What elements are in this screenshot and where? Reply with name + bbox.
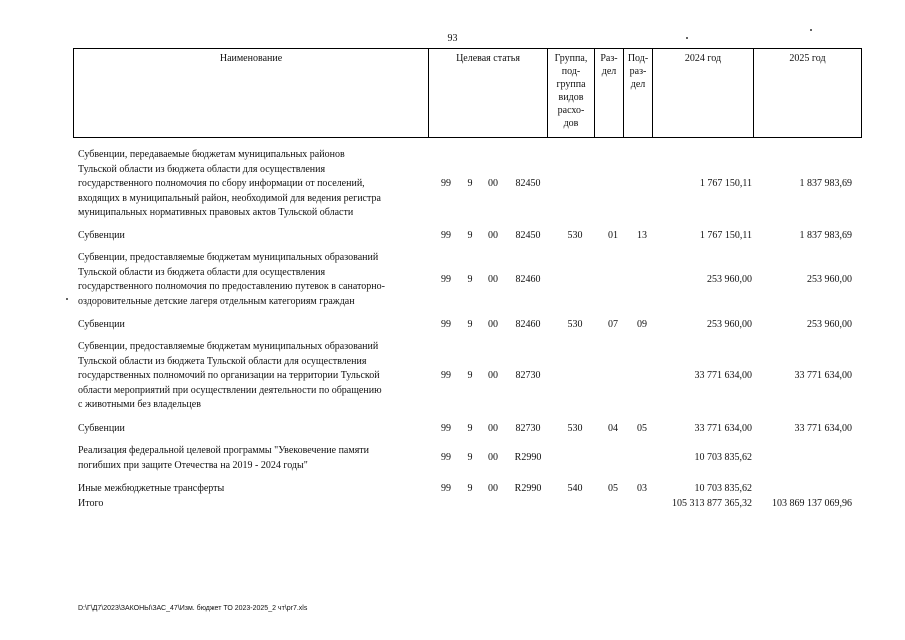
subsection-code: 03 bbox=[637, 483, 647, 494]
row-name: Субвенции bbox=[78, 423, 125, 434]
scan-speck bbox=[66, 298, 68, 300]
code-part-3: 00 bbox=[488, 483, 498, 494]
row-name: Реализация федеральной целевой программы "Увековечение памяти погибших при защите Отечества на 2019 - 2024 годы" bbox=[78, 445, 370, 471]
code-part-3: 00 bbox=[488, 423, 498, 434]
header-subsection: Под- раз- дел bbox=[627, 53, 649, 90]
header-2025: 2025 год bbox=[789, 53, 826, 64]
code-part-1: 99 bbox=[441, 319, 451, 330]
code-part-1: 99 bbox=[441, 452, 451, 464]
code-part-4: 82730 bbox=[515, 370, 541, 381]
group-code: 530 bbox=[567, 423, 583, 434]
group-code: 530 bbox=[567, 319, 583, 330]
amount-2025: 33 771 634,00 bbox=[794, 370, 852, 381]
code-part-4: 82460 bbox=[515, 319, 541, 330]
total-label: Итого bbox=[78, 498, 104, 509]
row-name: Субвенции bbox=[78, 319, 125, 330]
header-group: Группа, под- группа видов расхо- дов bbox=[554, 53, 588, 129]
header-name: Наименование bbox=[219, 53, 283, 64]
code-part-2: 9 bbox=[467, 319, 473, 330]
amount-2025: 33 771 634,00 bbox=[794, 423, 852, 434]
code-part-2: 9 bbox=[467, 452, 473, 464]
row-name: Субвенции, предоставляемые бюджетам муниципальных образований Тульской области из бюджета Тульской области для осуществления государственных полномочий по организации на территории Тульской области мероприятий при осуществлении деятельности по обращению с животными без владельцев bbox=[78, 341, 382, 410]
amount-2025: 253 960,00 bbox=[807, 319, 852, 330]
code-part-1: 99 bbox=[441, 423, 451, 434]
amount-2024: 10 703 835,62 bbox=[694, 452, 752, 464]
amount-2024: 1 767 150,11 bbox=[699, 230, 752, 241]
row-name: Субвенции, передаваемые бюджетам муниципальных районов Тульской области из бюджета области для осуществления государственного полномочия по сбору информации от поселений, входящих в муниципальный район, необходимой для ведения регистра муниципальных нормативных правовых актов Тульской области bbox=[78, 149, 381, 218]
amount-2025: 1 837 983,69 bbox=[799, 230, 852, 241]
subsection-code: 09 bbox=[637, 319, 647, 330]
code-part-3: 00 bbox=[488, 370, 498, 381]
amount-2024: 33 771 634,00 bbox=[694, 370, 752, 381]
row-name: Субвенции bbox=[78, 230, 125, 241]
code-part-4: 82730 bbox=[515, 423, 541, 434]
total-2024: 105 313 877 365,32 bbox=[672, 498, 752, 509]
scan-speck bbox=[810, 29, 812, 31]
row-name: Иные межбюджетные трансферты bbox=[78, 483, 225, 494]
code-part-4: 82450 bbox=[515, 230, 541, 241]
scan-speck bbox=[686, 37, 688, 39]
code-part-1: 99 bbox=[441, 483, 451, 494]
code-part-3: 00 bbox=[488, 273, 498, 285]
header-target: Целевая статья bbox=[456, 53, 520, 64]
section-code: 01 bbox=[608, 230, 618, 241]
code-part-1: 99 bbox=[441, 370, 451, 381]
code-part-2: 9 bbox=[467, 178, 473, 189]
header-section: Раз- дел bbox=[600, 53, 618, 77]
subsection-code: 13 bbox=[637, 230, 647, 241]
code-part-3: 00 bbox=[488, 230, 498, 241]
code-part-3: 00 bbox=[488, 452, 498, 464]
group-code: 540 bbox=[567, 483, 583, 494]
file-path: D:\Г\Д7\2023\ЗАКОНЫ\ЗАС_47\Изм. бюджет ТО 2023-2025_2 чт\pr7.xls bbox=[78, 605, 308, 612]
amount-2024: 33 771 634,00 bbox=[694, 423, 752, 434]
code-part-3: 00 bbox=[488, 319, 498, 330]
amount-2025: 1 837 983,69 bbox=[799, 178, 852, 189]
code-part-2: 9 bbox=[467, 423, 473, 434]
page-number: 93 bbox=[447, 33, 458, 44]
section-code: 04 bbox=[608, 423, 618, 434]
section-code: 05 bbox=[608, 483, 618, 494]
code-part-1: 99 bbox=[441, 178, 451, 189]
code-part-2: 9 bbox=[467, 483, 473, 494]
code-part-2: 9 bbox=[467, 370, 473, 381]
row-name: Субвенции, предоставляемые бюджетам муниципальных образований Тульской области из бюджета области для осуществления государственного полномочия по предоставлению путевок в санаторно- оздоровительные детские лагеря отдельным категориям граждан bbox=[78, 252, 385, 307]
section-code: 07 bbox=[608, 319, 618, 330]
subsection-code: 05 bbox=[637, 423, 647, 434]
amount-2025: 253 960,00 bbox=[807, 273, 852, 285]
code-part-4: 82460 bbox=[515, 273, 541, 285]
code-part-4: 82450 bbox=[515, 178, 541, 189]
amount-2024: 253 960,00 bbox=[707, 319, 752, 330]
header-2024: 2024 год bbox=[684, 53, 722, 64]
code-part-2: 9 bbox=[467, 230, 473, 241]
group-code: 530 bbox=[567, 230, 583, 241]
code-part-2: 9 bbox=[467, 273, 473, 285]
table-header bbox=[73, 48, 862, 138]
amount-2024: 1 767 150,11 bbox=[699, 178, 752, 189]
amount-2024: 10 703 835,62 bbox=[694, 483, 752, 494]
total-2025: 103 869 137 069,96 bbox=[772, 498, 852, 509]
code-part-1: 99 bbox=[441, 230, 451, 241]
amount-2024: 253 960,00 bbox=[707, 273, 752, 285]
code-part-1: 99 bbox=[441, 273, 451, 285]
code-part-4: R2990 bbox=[514, 452, 542, 464]
code-part-4: R2990 bbox=[514, 483, 542, 494]
code-part-3: 00 bbox=[488, 178, 498, 189]
